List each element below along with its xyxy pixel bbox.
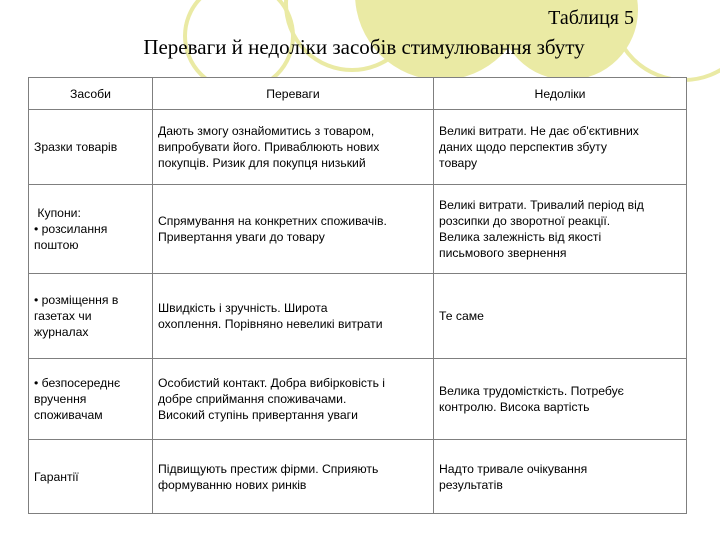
table-row — [29, 440, 687, 514]
cell-line: формуванню нових ринків — [158, 477, 307, 492]
cell-means — [29, 185, 153, 274]
cell-line: Спрямування на конкретних споживачів. — [158, 214, 387, 228]
cell-line: Великі витрати. Не дає об'єктивних — [439, 124, 639, 138]
page-title: Переваги й недоліки засобів стимулювання збуту — [143, 35, 585, 59]
cell-line: • розсилання — [34, 222, 108, 236]
cell-line: Велика залежність від якості — [439, 230, 602, 244]
cell-means — [29, 440, 153, 514]
table-row — [29, 274, 687, 359]
cell-line: • розміщення в — [34, 293, 119, 307]
table-header-row — [29, 78, 687, 110]
cell-disadvantages — [434, 359, 687, 440]
cell-advantages — [153, 110, 434, 185]
cell-line: покупців. Ризик для покупця низький — [158, 156, 366, 170]
column-header-advantages: Переваги — [153, 78, 434, 110]
cell-line: Підвищують престиж фірми. Сприяють — [158, 461, 379, 476]
cell-advantages — [153, 359, 434, 440]
cell-means — [29, 274, 153, 359]
cell-line: Купони: — [34, 206, 81, 220]
cell-line: розсипки до зворотної реакції. — [439, 214, 611, 228]
cell-disadvantages — [434, 274, 687, 359]
cell-advantages — [153, 440, 434, 514]
column-header-means: Засоби — [29, 78, 153, 110]
cell-means — [29, 110, 153, 185]
cell-disadvantages — [434, 185, 687, 274]
cell-line: добре сприймання споживачами. — [158, 392, 347, 406]
cell-line: результатів — [439, 477, 503, 492]
cell-line: Зразки товарів — [34, 140, 118, 154]
cell-line: охоплення. Порівняно невеликі витрати — [158, 317, 383, 331]
cell-means — [29, 359, 153, 440]
cell-line: Надто тривале очікування — [439, 461, 588, 476]
table-row — [29, 110, 687, 185]
cell-line: Те саме — [439, 309, 484, 323]
cell-line: Велика трудомісткість. Потребує — [439, 384, 624, 398]
cell-line: товару — [439, 156, 478, 170]
cell-line: Гарантії — [34, 469, 79, 484]
cell-line: Швидкість і зручність. Широта — [158, 301, 328, 315]
cell-disadvantages — [434, 110, 687, 185]
cell-line: • безпосереднє — [34, 376, 121, 390]
cell-line: споживачам — [34, 408, 103, 422]
table-row — [29, 359, 687, 440]
cell-line: Високий ступінь привертання уваги — [158, 408, 358, 422]
cell-line: поштою — [34, 238, 79, 252]
cell-line: Особистий контакт. Добра вибірковість і — [158, 376, 386, 390]
cell-line: Великі витрати. Тривалий період від — [439, 198, 644, 212]
cell-line: випробувати його. Приваблюють нових — [158, 140, 380, 154]
cell-line: контролю. Висока вартість — [439, 400, 590, 414]
cell-line: письмового звернення — [439, 246, 567, 260]
cell-advantages — [153, 185, 434, 274]
column-header-disadvantages: Недоліки — [434, 78, 687, 110]
cell-line: Привертання уваги до товару — [158, 230, 325, 244]
cell-line: Дають змогу ознайомитись з товаром, — [158, 124, 375, 138]
cell-line: газетах чи — [34, 309, 92, 323]
cell-line: журналах — [34, 325, 89, 339]
cell-advantages — [153, 274, 434, 359]
cell-disadvantages — [434, 440, 687, 514]
cell-line: вручення — [34, 392, 87, 406]
cell-line: даних щодо перспектив збуту — [439, 140, 608, 154]
comparison-table — [28, 77, 687, 514]
table-number-label: Таблиця 5 — [548, 7, 634, 29]
table-row — [29, 185, 687, 274]
